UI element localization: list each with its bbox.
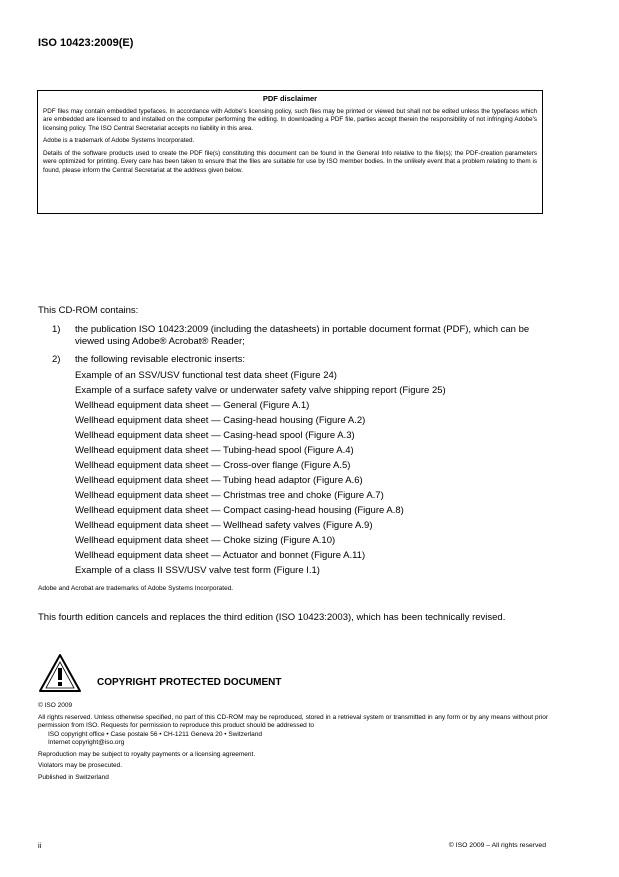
- disclaimer-paragraph: PDF files may contain embedded typefaces. In accordance with Adobe's licensing policy, such files may be printed or viewed but shall not be edited unless the typefaces which are embedded are licensed to and installed on the computer performing the editing. In downloading a PDF file, parties accept therein the responsibility of not infringing Adobe's licensing policy. The ISO Central Secretariat accepts no liability in this area.: [43, 107, 537, 132]
- insert-item: Wellhead equipment data sheet — Cross-over flange (Figure A.5): [75, 460, 351, 471]
- trademark-note: Adobe and Acrobat are trademarks of Adobe Systems Incorporated.: [38, 585, 234, 592]
- insert-item: Wellhead equipment data sheet — Casing-head spool (Figure A.3): [75, 430, 355, 441]
- edition-note: This fourth edition cancels and replaces the third edition (ISO 10423:2003), which has been technically revised.: [38, 612, 506, 623]
- published-note: Published in Switzerland: [38, 773, 109, 781]
- insert-item: Wellhead equipment data sheet — Choke sizing (Figure A.10): [75, 535, 336, 546]
- disclaimer-title: PDF disclaimer: [262, 94, 318, 103]
- insert-item: Wellhead equipment data sheet — Actuator and bonnet (Figure A.11): [75, 550, 366, 561]
- insert-item: Wellhead equipment data sheet — Compact casing-head housing (Figure A.8): [75, 505, 404, 516]
- disclaimer-paragraph: Adobe is a trademark of Adobe Systems Incorporated.: [43, 137, 195, 144]
- insert-item: Example of a surface safety valve or underwater safety valve shipping report (Figure 25): [75, 385, 446, 396]
- warning-triangle-icon: [38, 653, 82, 693]
- document-id: ISO 10423:2009(E): [38, 37, 134, 49]
- copyright-rights-text: All rights reserved. Unless otherwise specified, no part of this CD-ROM may be reproduced, stored in a retrieval system or transmitted in any form or by any means without prior permission from ISO. Requests for permission to reproduce this product should be addressed to: [38, 713, 548, 729]
- copyright-title: COPYRIGHT PROTECTED DOCUMENT: [97, 677, 282, 688]
- insert-item: Wellhead equipment data sheet — General (Figure A.1): [75, 400, 310, 411]
- page-number: ii: [38, 841, 42, 850]
- list-item-number: 2): [52, 354, 61, 365]
- insert-item: Wellhead equipment data sheet — Wellhead safety valves (Figure A.9): [75, 520, 373, 531]
- list-item-text: the publication ISO 10423:2009 (including the datasheets) in portable document format (PDF), which can be viewed using Adobe® Acrobat® Reader;: [75, 324, 530, 347]
- insert-item: Wellhead equipment data sheet — Christmas tree and choke (Figure A.7): [75, 490, 384, 501]
- insert-item: Wellhead equipment data sheet — Casing-head housing (Figure A.2): [75, 415, 366, 426]
- violators-note: Violators may be prosecuted.: [38, 762, 123, 769]
- list-item-text: the following revisable electronic inserts:: [75, 354, 246, 365]
- insert-item: Example of an SSV/USV functional test data sheet (Figure 24): [75, 370, 337, 381]
- electronic-inserts-list: [75, 368, 446, 578]
- reproduction-note: Reproduction may be subject to royalty payments or a licensing agreement.: [38, 750, 256, 758]
- pdf-disclaimer-box: [37, 90, 543, 214]
- footer-rights: © ISO 2009 – All rights reserved: [448, 842, 546, 849]
- list-item-number: 1): [52, 324, 61, 335]
- copyright-details: [38, 702, 548, 785]
- insert-item: Example of a class II SSV/USV valve test form (Figure I.1): [75, 565, 320, 576]
- insert-item: Wellhead equipment data sheet — Tubing-head spool (Figure A.4): [75, 445, 354, 456]
- copyright-address: ISO copyright office • Case postale 56 • CH-1211 Geneva 20 • Switzerland: [48, 730, 262, 738]
- copyright-internet: Internet copyright@iso.org: [48, 739, 125, 746]
- disclaimer-paragraph: Details of the software products used to create the PDF file(s) constituting this document can be found in the General Info relative to the file(s); the PDF-creation parameters were optimized for printing. Every care has been taken to ensure that the files are suitable for use by ISO member bodies. In the unlikely event that a problem relating to them is found, please inform the Central Secretariat at the address given below.: [43, 149, 537, 174]
- cd-contents-intro: This CD-ROM contains:: [38, 305, 139, 316]
- copyright-year: © ISO 2009: [38, 702, 73, 709]
- insert-item: Wellhead equipment data sheet — Tubing head adaptor (Figure A.6): [75, 475, 363, 486]
